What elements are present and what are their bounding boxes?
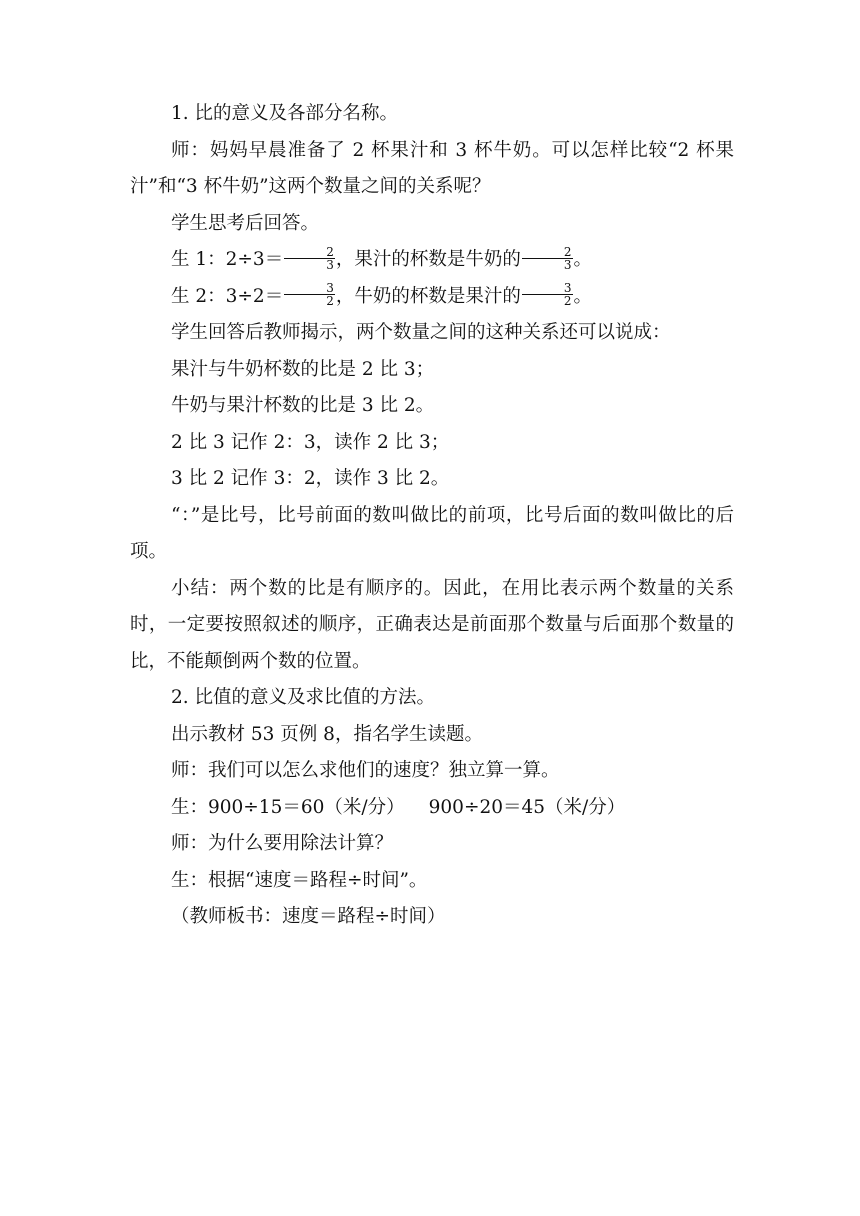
fraction [522, 282, 573, 307]
answer-text: 生 1：2÷3＝ [171, 249, 284, 270]
fraction [284, 282, 335, 307]
fraction-numerator: 3 [522, 282, 573, 295]
fraction-numerator: 3 [284, 282, 335, 295]
fraction [522, 246, 573, 271]
answer-text: 。 [573, 285, 593, 307]
ratio-statement-1: 果汁与牛奶杯数的比是 2 比 3； [171, 358, 435, 380]
fraction [284, 246, 335, 271]
student-formula-answer: 生：根据“速度＝路程÷时间”。 [171, 869, 428, 891]
teacher-why-question: 师：为什么要用除法计算？ [171, 833, 394, 854]
ratio-notation-1: 2 比 3 记作 2：3，读作 2 比 3； [171, 431, 450, 453]
answer-text: 生 2：3÷2＝ [171, 285, 284, 307]
student-calculation [130, 790, 734, 827]
fraction-denominator: 2 [563, 294, 572, 308]
teacher-speed-question: 师：我们可以怎么求他们的速度？独立算一算。 [171, 760, 560, 781]
document-body [130, 96, 734, 936]
fraction-denominator: 2 [326, 294, 334, 308]
section-heading-1: 1. 比的意义及各部分名称。 [171, 103, 399, 124]
section-heading-2: 2. 比值的意义及求比值的方法。 [171, 687, 436, 708]
answer-text: ，果汁的杯数是牛奶的 [335, 249, 521, 270]
ratio-notation-2: 3 比 2 记作 3：2，读作 3 比 2。 [171, 468, 450, 489]
calculation-2: 900÷20＝45（米/分） [428, 796, 626, 818]
ratio-sign-definition: “：”是比号，比号前面的数叫做比的前项，比号后面的数叫做比的后项。 [130, 504, 734, 562]
teacher-reveal-paragraph: 学生回答后教师揭示，两个数量之间的这种关系还可以说成： [171, 322, 671, 343]
fraction-denominator: 3 [326, 257, 334, 272]
ratio-statement-2: 牛奶与果汁杯数的比是 3 比 2。 [171, 395, 435, 416]
answer-text: 。 [573, 249, 593, 270]
student-1-answer [130, 242, 734, 279]
fraction-numerator: 2 [522, 246, 573, 259]
fraction-denominator: 3 [563, 257, 572, 272]
answer-text: ，牛奶的杯数是果汁的 [335, 285, 521, 307]
teacher-question-paragraph: 师：妈妈早晨准备了 2 杯果汁和 3 杯牛奶。可以怎样比较“2 杯果汁”和“3 杯牛奶”这两个数量之间的关系呢？ [130, 139, 734, 197]
textbook-example-paragraph: 出示教材 53 页例 8，指名学生读题。 [171, 723, 483, 745]
fraction-numerator: 2 [284, 246, 335, 259]
student-think-paragraph: 学生思考后回答。 [171, 212, 320, 234]
board-note: （教师板书：速度＝路程÷时间） [171, 906, 446, 927]
calculation-1: 生：900÷15＝60（米/分） [171, 796, 405, 818]
summary-paragraph: 小结：两个数的比是有顺序的。因此，在用比表示两个数量的关系时，一定要按照叙述的顺序，正确表达是前面那个数量与后面那个数量的比，不能颠倒两个数的位置。 [130, 577, 734, 672]
student-2-answer [130, 279, 734, 316]
